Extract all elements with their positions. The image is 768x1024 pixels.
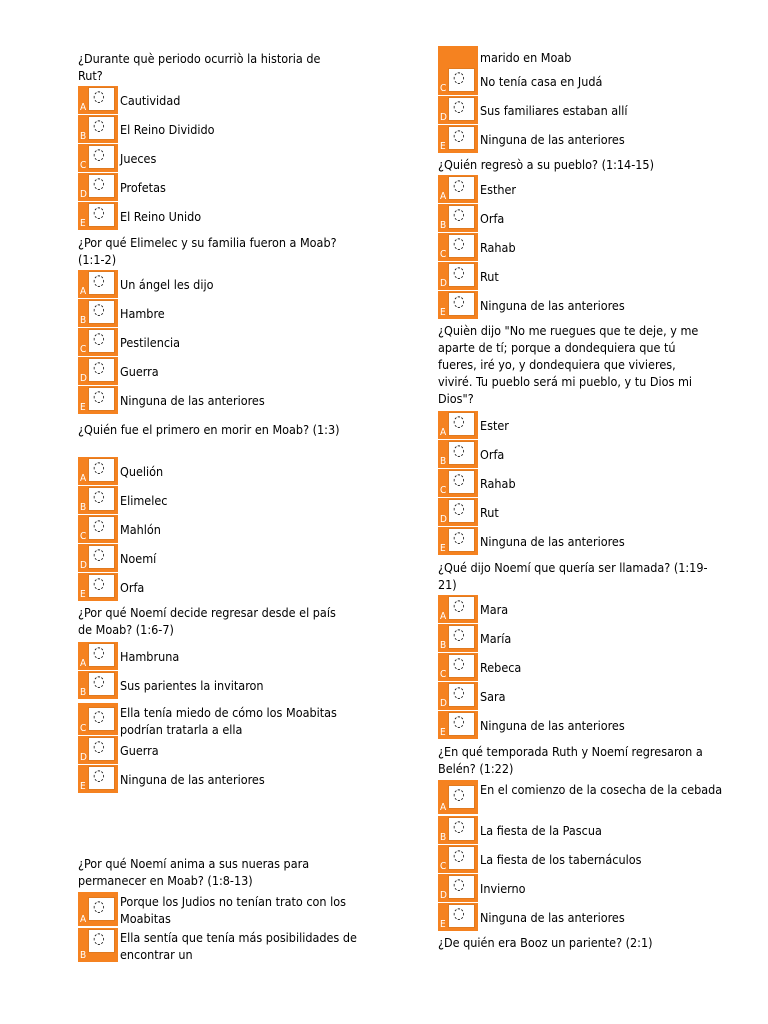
option-text: Rebeca [480, 660, 522, 675]
option-text: La fiesta de los tabernáculos [480, 852, 642, 867]
radio-box[interactable] [88, 737, 115, 761]
radio-icon: ◌ [93, 300, 105, 318]
option-text: Cautividad [120, 93, 181, 108]
radio-icon: ◌ [93, 897, 105, 915]
option-text: Un ángel les dijo [120, 277, 214, 292]
radio-icon: ◌ [453, 654, 465, 672]
radio-box[interactable] [448, 712, 475, 736]
option-text: Ninguna de las anteriores [480, 298, 625, 313]
option-text: Invierno [480, 881, 526, 896]
radio-box[interactable] [88, 271, 115, 295]
radio-box[interactable] [448, 176, 475, 200]
question-text: ¿Por qué Noemí decide regresar desde el país de Moab? (1:6-7) [78, 605, 336, 637]
radio-box[interactable] [88, 203, 115, 227]
option-letter: E [440, 727, 446, 738]
answer-option-c[interactable] [78, 515, 378, 543]
radio-box[interactable] [88, 574, 115, 598]
option-text: Mara [480, 602, 509, 617]
option-text: Ella sentía que tenía más posibilidades de encontrar un [120, 930, 357, 962]
option-text: El Reino Dividido [120, 122, 215, 137]
answer-option-d[interactable] [438, 874, 738, 902]
radio-icon: ◌ [93, 545, 105, 563]
answer-option-e[interactable] [438, 125, 738, 153]
option-letter: B [80, 950, 87, 961]
radio-icon: ◌ [453, 499, 465, 517]
radio-icon: ◌ [453, 126, 465, 144]
radio-icon: ◌ [93, 516, 105, 534]
option-text: Ninguna de las anteriores [480, 910, 625, 925]
option-letter: B [80, 687, 87, 698]
radio-box[interactable] [448, 292, 475, 316]
option-letter: D [80, 373, 87, 384]
radio-icon: ◌ [453, 412, 465, 430]
radio-box[interactable] [88, 707, 115, 731]
option-letter: B [440, 456, 447, 467]
option-letter: D [440, 890, 447, 901]
answer-option-c[interactable] [78, 703, 378, 735]
answer-option-e[interactable] [438, 527, 738, 555]
radio-icon: ◌ [453, 470, 465, 488]
question-text: ¿Por qué Noemí anima a sus nueras para permanecer en Moab? (1:8-13) [78, 856, 310, 888]
option-text: Ella tenía miedo de cómo los Moabitas podrían tratarla a ella [120, 705, 337, 737]
radio-box[interactable] [448, 470, 475, 494]
answer-option-c[interactable] [438, 67, 738, 95]
question-text: ¿Por qué Elimelec y su familia fueron a Moab? (1:1-2) [78, 235, 337, 267]
answer-option-b[interactable] [78, 486, 378, 514]
answer-option-c[interactable] [438, 653, 738, 681]
radio-box[interactable] [88, 87, 115, 111]
option-letter: A [440, 611, 447, 622]
answer-option-e[interactable] [78, 386, 378, 414]
option-letter: A [80, 473, 87, 484]
option-letter: B [440, 832, 447, 843]
radio-box[interactable] [448, 904, 475, 928]
radio-icon: ◌ [453, 785, 465, 803]
answer-option-e[interactable] [78, 573, 378, 601]
radio-box[interactable] [448, 68, 475, 92]
answer-option-a[interactable] [438, 175, 738, 203]
answer-option-d[interactable] [438, 96, 738, 124]
radio-box[interactable] [88, 387, 115, 411]
radio-box[interactable] [448, 205, 475, 229]
option-text: Sara [480, 689, 506, 704]
option-letter: B [80, 131, 87, 142]
answer-option-b[interactable] [438, 816, 738, 844]
radio-icon: ◌ [93, 458, 105, 476]
radio-icon: ◌ [93, 387, 105, 405]
option-letter: C [440, 669, 447, 680]
radio-icon: ◌ [453, 205, 465, 223]
radio-box[interactable] [448, 126, 475, 150]
option-letter: E [80, 402, 86, 413]
radio-icon: ◌ [453, 176, 465, 194]
radio-box[interactable] [448, 596, 475, 620]
option-text: Porque los Judios no tenían trato con los Moabitas [120, 894, 346, 926]
radio-box[interactable] [88, 145, 115, 169]
option-letter: B [80, 315, 87, 326]
question-text: ¿Quién regresò a su pueblo? (1:14-15) [438, 157, 654, 172]
radio-icon: ◌ [453, 68, 465, 86]
radio-icon: ◌ [453, 528, 465, 546]
radio-icon: ◌ [453, 625, 465, 643]
answer-option-e[interactable] [438, 903, 738, 931]
option-text: No tenía casa en Judá [480, 74, 603, 89]
radio-box[interactable] [88, 300, 115, 324]
answer-option-b[interactable] [78, 671, 378, 699]
option-letter: D [80, 560, 87, 571]
answer-option-c[interactable] [78, 144, 378, 172]
radio-icon: ◌ [93, 574, 105, 592]
radio-box[interactable] [448, 625, 475, 649]
radio-icon: ◌ [93, 329, 105, 347]
radio-box[interactable] [448, 263, 475, 287]
answer-option-d[interactable] [438, 682, 738, 710]
answer-option-a[interactable] [78, 86, 378, 114]
option-text: María [480, 631, 512, 646]
radio-icon: ◌ [93, 116, 105, 134]
answer-option-a[interactable] [78, 642, 378, 670]
option-letter: A [440, 802, 447, 813]
option-text: Pestilencia [120, 335, 181, 350]
answer-option-a[interactable] [78, 892, 378, 926]
option-text: Ninguna de las anteriores [480, 534, 625, 549]
radio-box[interactable] [448, 441, 475, 465]
radio-icon: ◌ [453, 683, 465, 701]
radio-icon: ◌ [453, 846, 465, 864]
radio-box[interactable] [88, 766, 115, 790]
radio-icon: ◌ [93, 929, 105, 947]
radio-box[interactable] [88, 358, 115, 382]
option-text: Guerra [120, 364, 159, 379]
option-text: Quelión [120, 464, 164, 479]
answer-option-a[interactable] [438, 780, 738, 814]
answer-option-d[interactable] [78, 544, 378, 572]
radio-box[interactable] [88, 643, 115, 667]
radio-icon: ◌ [93, 766, 105, 784]
radio-box[interactable] [88, 672, 115, 696]
option-letter: B [440, 220, 447, 231]
option-letter: E [440, 141, 446, 152]
radio-box[interactable] [448, 97, 475, 121]
option-text: Noemí [120, 551, 157, 566]
radio-icon: ◌ [453, 596, 465, 614]
radio-box[interactable] [448, 846, 475, 870]
option-letter: A [80, 102, 87, 113]
answer-option-b[interactable] [438, 204, 738, 232]
answer-option-d[interactable] [438, 262, 738, 290]
radio-box[interactable] [88, 545, 115, 569]
option-letter: C [80, 160, 87, 171]
radio-box[interactable] [448, 817, 475, 841]
option-letter: C [80, 723, 87, 734]
radio-box[interactable] [88, 458, 115, 482]
option-letter: A [80, 658, 87, 669]
option-letter: A [440, 191, 447, 202]
option-letter: A [80, 914, 87, 925]
answer-option-b[interactable] [78, 928, 378, 962]
radio-box[interactable] [88, 116, 115, 140]
radio-icon: ◌ [93, 203, 105, 221]
option-letter: C [80, 531, 87, 542]
radio-icon: ◌ [453, 817, 465, 835]
option-text: El Reino Unido [120, 209, 202, 224]
radio-icon: ◌ [93, 707, 105, 725]
option-letter: C [440, 83, 447, 94]
option-letter: E [440, 919, 446, 930]
option-letter: C [440, 485, 447, 496]
radio-box[interactable] [88, 329, 115, 353]
question-text: ¿Qué dijo Noemí que quería ser llamada? (1:19-21) [438, 560, 708, 592]
option-text: Profetas [120, 180, 166, 195]
option-text: Orfa [480, 447, 505, 462]
answer-option-c[interactable] [438, 233, 738, 261]
option-letter: E [80, 781, 86, 792]
radio-icon: ◌ [453, 875, 465, 893]
option-text: Rut [480, 505, 499, 520]
option-text: Rut [480, 269, 499, 284]
answer-option-e[interactable] [78, 202, 378, 230]
option-text: marido en Moab [480, 50, 572, 65]
question-text: ¿De quién era Booz un pariente? (2:1) [438, 935, 653, 950]
option-text: En el comienzo de la cosecha de la cebada [480, 782, 723, 797]
option-letter: D [440, 698, 447, 709]
answer-option-c[interactable] [438, 845, 738, 873]
radio-icon: ◌ [453, 234, 465, 252]
radio-box[interactable] [448, 499, 475, 523]
question-text: ¿En qué temporada Ruth y Noemí regresaron a Belén? (1:22) [438, 744, 703, 776]
option-letter: B [80, 502, 87, 513]
radio-box[interactable] [448, 785, 475, 809]
answer-option-a[interactable] [78, 457, 378, 485]
option-text: Sus parientes la invitaron [120, 678, 264, 693]
answer-option-d[interactable] [438, 498, 738, 526]
answer-option-d[interactable] [78, 357, 378, 385]
answer-option-e[interactable] [438, 291, 738, 319]
option-text: Guerra [120, 743, 159, 758]
answer-option-d[interactable] [78, 173, 378, 201]
option-text: Ninguna de las anteriores [120, 393, 265, 408]
option-letter: E [80, 589, 86, 600]
answer-option-b[interactable] [438, 440, 738, 468]
answer-option-b[interactable] [438, 624, 738, 652]
option-letter: C [80, 344, 87, 355]
answer-option-a[interactable] [78, 270, 378, 298]
option-letter: C [440, 861, 447, 872]
option-letter: D [440, 112, 447, 123]
option-text: Rahab [480, 476, 516, 491]
answer-option-c[interactable] [78, 328, 378, 356]
radio-box[interactable] [448, 875, 475, 899]
option-text: Ester [480, 418, 509, 433]
option-letter: E [440, 307, 446, 318]
radio-icon: ◌ [93, 87, 105, 105]
option-text: Orfa [120, 580, 145, 595]
radio-box[interactable] [448, 528, 475, 552]
radio-icon: ◌ [93, 643, 105, 661]
radio-icon: ◌ [93, 737, 105, 755]
option-text: Esther [480, 182, 517, 197]
option-text: Orfa [480, 211, 505, 226]
option-text: Ninguna de las anteriores [120, 772, 265, 787]
option-letter: E [440, 543, 446, 554]
radio-icon: ◌ [93, 487, 105, 505]
option-text: Elimelec [120, 493, 168, 508]
answer-option-a[interactable] [438, 595, 738, 623]
option-letter: D [440, 278, 447, 289]
radio-icon: ◌ [453, 904, 465, 922]
answer-option-b[interactable] [78, 299, 378, 327]
answer-option-e[interactable] [78, 765, 378, 793]
option-letter: A [80, 286, 87, 297]
radio-box[interactable] [448, 412, 475, 436]
left-column [78, 0, 378, 1024]
option-letter: B [440, 640, 447, 651]
radio-box[interactable] [448, 234, 475, 258]
right-column [438, 0, 738, 1024]
answer-option-e[interactable] [438, 711, 738, 739]
option-text: Ninguna de las anteriores [480, 718, 625, 733]
radio-icon: ◌ [93, 145, 105, 163]
radio-icon: ◌ [93, 672, 105, 690]
option-letter: D [80, 752, 87, 763]
option-text: Jueces [120, 151, 157, 166]
radio-box[interactable] [88, 516, 115, 540]
radio-box[interactable] [448, 654, 475, 678]
radio-icon: ◌ [453, 263, 465, 281]
radio-box[interactable] [88, 174, 115, 198]
answer-option-b[interactable] [78, 115, 378, 143]
radio-icon: ◌ [93, 271, 105, 289]
option-text: Ninguna de las anteriores [480, 132, 625, 147]
radio-icon: ◌ [93, 358, 105, 376]
option-text: Hambre [120, 306, 165, 321]
radio-icon: ◌ [453, 441, 465, 459]
radio-icon: ◌ [93, 174, 105, 192]
question-text: ¿Durante què periodo ocurriò la historia de Rut? [78, 51, 321, 83]
question-text: ¿Quién fue el primero en morir en Moab? (1:3) [78, 422, 340, 437]
option-text: Rahab [480, 240, 516, 255]
radio-icon: ◌ [453, 292, 465, 310]
answer-option-a[interactable] [438, 411, 738, 439]
option-letter: D [440, 514, 447, 525]
option-letter: E [80, 218, 86, 229]
radio-icon: ◌ [453, 712, 465, 730]
option-letter: C [440, 249, 447, 260]
radio-box[interactable] [448, 683, 475, 707]
option-text: Hambruna [120, 649, 180, 664]
option-letter: A [440, 427, 447, 438]
option-text: Sus familiares estaban allí [480, 103, 628, 118]
option-text: La fiesta de la Pascua [480, 823, 602, 838]
answer-option-c[interactable] [438, 469, 738, 497]
radio-box[interactable] [88, 487, 115, 511]
radio-box[interactable] [88, 897, 115, 921]
radio-icon: ◌ [453, 97, 465, 115]
answer-option-d[interactable] [78, 736, 378, 764]
radio-box[interactable] [88, 929, 115, 953]
option-text: Mahlón [120, 522, 161, 537]
option-letter: D [80, 189, 87, 200]
question-text: ¿Quièn dijo "No me ruegues que te deje, y me aparte de tí; porque a dondequiera que tú fueres, iré yo, y dondequiera que vivieres, viviré. Tu pueblo será mi pueblo, y tu Dios mi Dios"? [438, 323, 699, 406]
